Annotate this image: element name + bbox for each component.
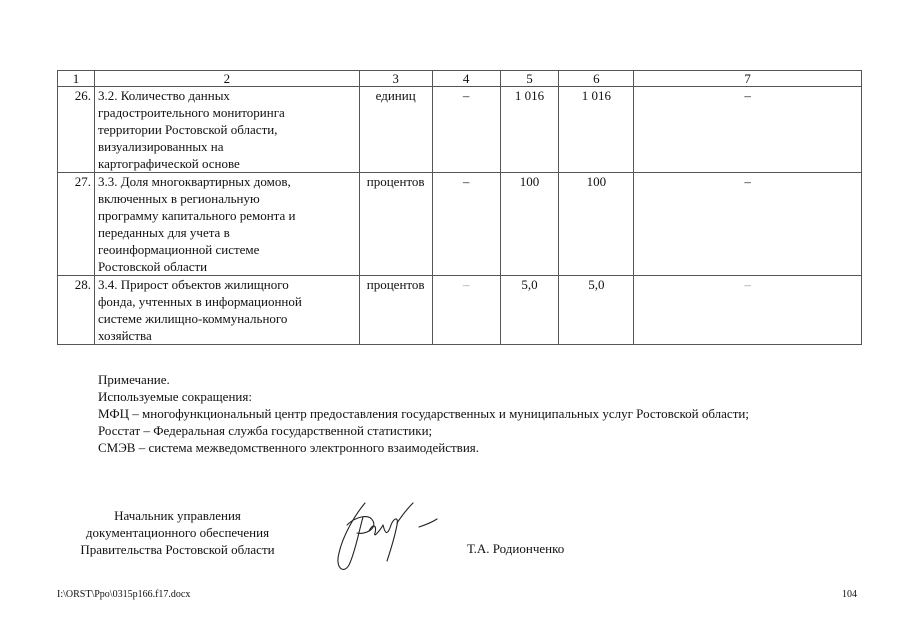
row-number: 26. <box>58 87 95 173</box>
value-cell: – <box>432 87 500 173</box>
value-cell: 100 <box>500 173 559 276</box>
footer-file-path: I:\ORST\Ppo\0315p166.f17.docx <box>57 589 191 600</box>
header-cell: 6 <box>559 71 634 87</box>
indicator-name: 3.2. Количество данных градостроительного мониторинга территории Ростовской области, визуализированных на картографической основе <box>94 87 359 173</box>
value-cell: – <box>634 276 862 345</box>
table-row <box>58 87 862 173</box>
header-cell: 7 <box>634 71 862 87</box>
table-header-row <box>58 71 862 87</box>
value-cell: – <box>634 87 862 173</box>
row-number: 27. <box>58 173 95 276</box>
handwritten-signature <box>325 495 445 580</box>
page-number: 104 <box>842 589 857 600</box>
header-cell: 3 <box>359 71 432 87</box>
note-item: Росстат – Федеральная служба государственной статистики; <box>98 423 433 438</box>
value-cell: 1 016 <box>500 87 559 173</box>
unit-cell: процентов <box>359 173 432 276</box>
value-cell: – <box>634 173 862 276</box>
row-number: 28. <box>58 276 95 345</box>
header-cell: 2 <box>94 71 359 87</box>
note-subtitle: Используемые сокращения: <box>98 389 252 404</box>
unit-cell: единиц <box>359 87 432 173</box>
value-cell: 1 016 <box>559 87 634 173</box>
note-item: МФЦ – многофункциональный центр предоставления государственных и муниципальных услуг Ростовской области; <box>98 406 749 421</box>
value-cell: 100 <box>559 173 634 276</box>
table-row <box>58 173 862 276</box>
note-block <box>98 371 749 456</box>
header-cell: 5 <box>500 71 559 87</box>
value-cell: – <box>432 276 500 345</box>
indicator-name: 3.4. Прирост объектов жилищного фонда, учтенных в информационной системе жилищно-коммунального хозяйства <box>94 276 359 345</box>
value-cell: 5,0 <box>500 276 559 345</box>
header-cell: 4 <box>432 71 500 87</box>
note-title: Примечание. <box>98 372 170 387</box>
signatory-title: Начальник управления документационного обеспечения Правительства Ростовской области <box>80 508 275 557</box>
header-cell: 1 <box>58 71 95 87</box>
indicator-name: 3.3. Доля многоквартирных домов, включенных в региональную программу капитального ремонта и переданных для учета в геоинформационной системе Ростовской области <box>94 173 359 276</box>
value-cell: 5,0 <box>559 276 634 345</box>
table-row <box>58 276 862 345</box>
signatory-name: Т.А. Родионченко <box>467 541 565 556</box>
value-cell: – <box>432 173 500 276</box>
note-item: СМЭВ – система межведомственного электронного взаимодействия. <box>98 440 480 455</box>
indicators-table <box>57 70 862 345</box>
unit-cell: процентов <box>359 276 432 345</box>
